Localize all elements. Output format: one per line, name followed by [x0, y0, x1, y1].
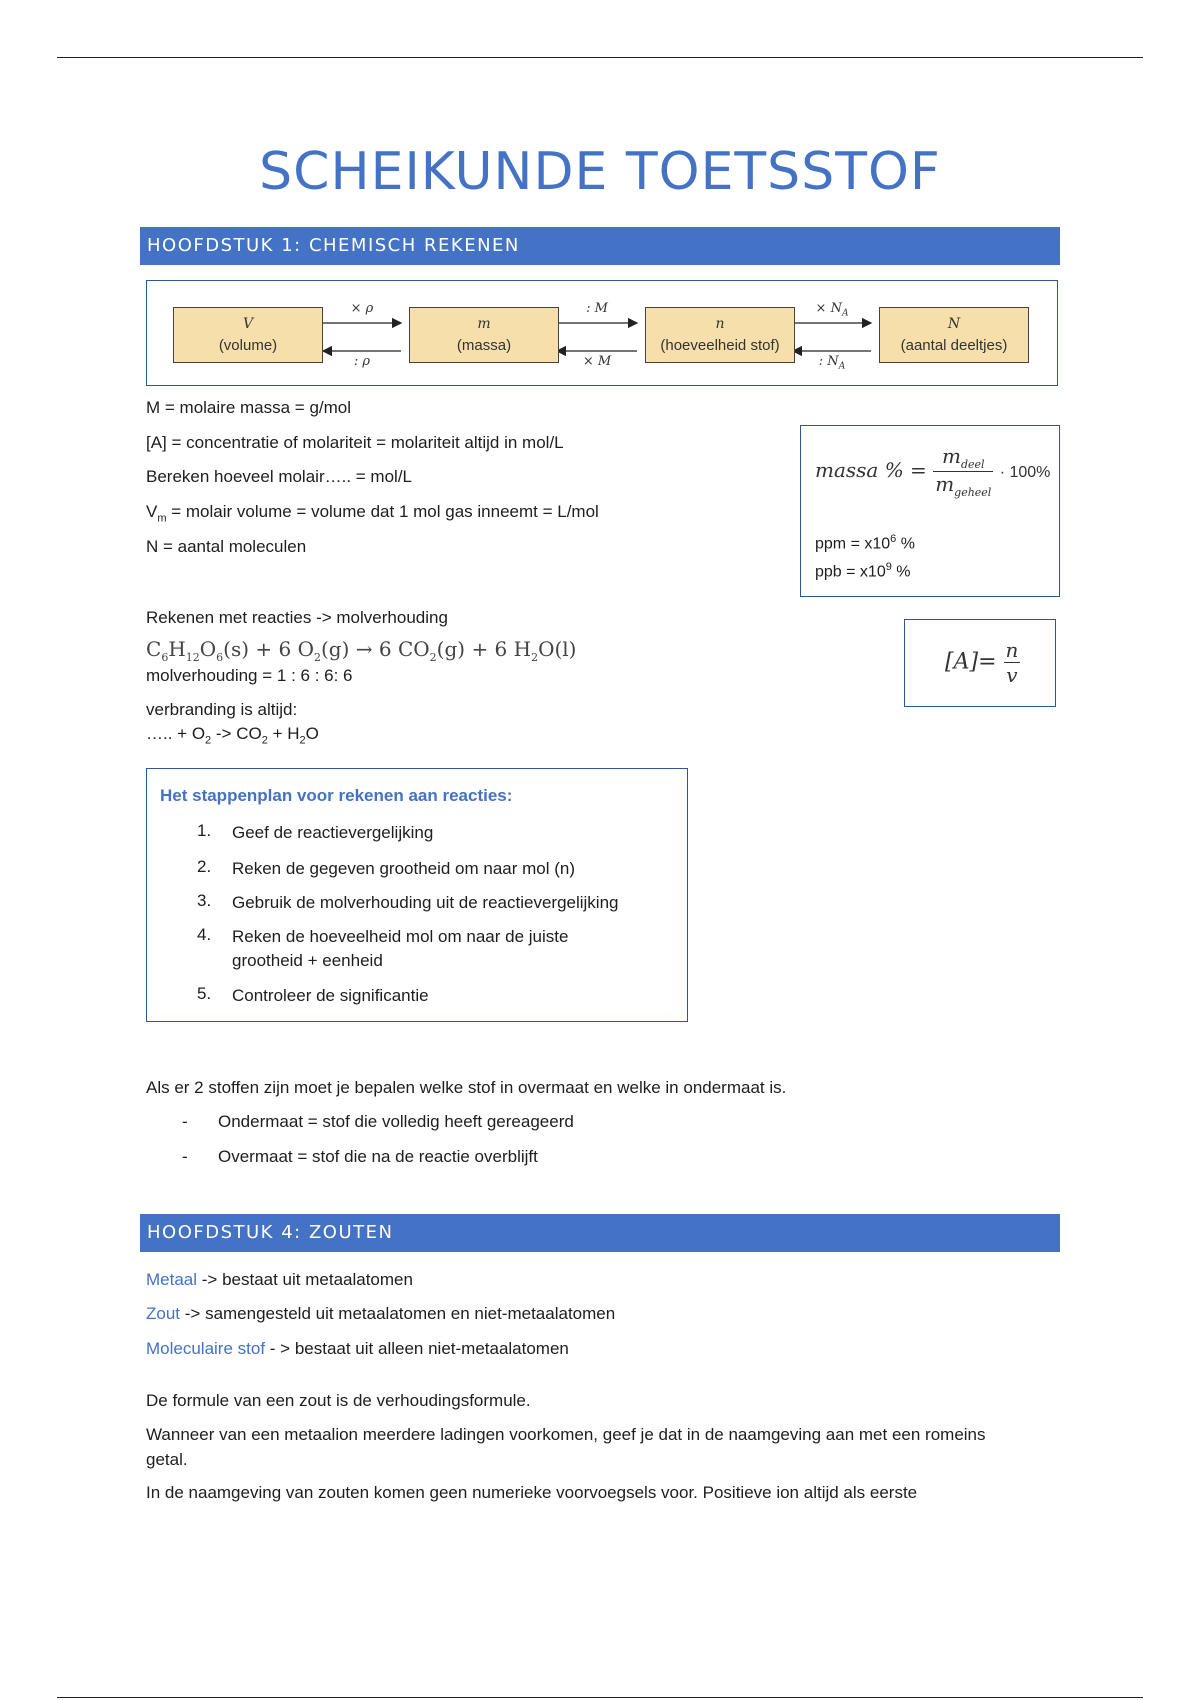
- concentration-formula-box: [904, 619, 1056, 707]
- label-div-rho: : ρ: [353, 354, 371, 369]
- label-times-rho: × ρ: [350, 301, 374, 316]
- box-deeltjes: [879, 307, 1029, 363]
- ppb-line: ppb = $x10^9$ %: [815, 561, 911, 581]
- step-text: Gebruik de molverhouding uit de reactievergelijking: [232, 893, 619, 912]
- paragraph: Wanneer van een metaalion meerdere ladingen voorkomen, geef je dat in de naamgeving aan met een romeins getal.: [146, 1425, 986, 1469]
- label-div-M: : M: [586, 301, 608, 316]
- box-volume-label: (volume): [218, 337, 278, 354]
- footer-rule: [57, 1697, 1143, 1698]
- page-title: SCHEIKUNDE TOETSSTOF: [259, 142, 941, 202]
- step-number: 3.: [197, 891, 212, 910]
- box-deeltjes-symbol: N: [947, 316, 961, 332]
- stappenplan-box: [146, 768, 688, 1022]
- combustion-equation: ….. + $O_2 -> CO_2 + H_2O$: [146, 724, 319, 747]
- step-number: 5.: [197, 984, 212, 1003]
- box-volume-symbol: V: [242, 316, 254, 332]
- box-deeltjes-label: (aantal deeltjes): [900, 337, 1008, 354]
- massa-formula-fraction: $\frac{m_{deel}}{m_{geheel}}$: [935, 444, 992, 499]
- box-hoeveelheid-label: (hoeveelheid stof): [660, 337, 780, 354]
- chapter-1-heading: HOOFDSTUK 1: CHEMISCH REKENEN: [140, 227, 1060, 265]
- combustion-intro: verbranding is altijd:: [146, 700, 298, 719]
- box-massa-symbol: m: [477, 316, 491, 332]
- step-number: 1.: [197, 821, 212, 840]
- step-text: Geef de reactievergelijking: [232, 823, 434, 842]
- molverhouding-line: molverhouding = 1 : 6 : 6: 6: [146, 666, 353, 685]
- step-text: Reken de gegeven grootheid om naar mol (n): [232, 859, 576, 878]
- bullet-overmaat: Overmaat = stof die na de reactie overblijft: [218, 1147, 538, 1166]
- massa-formula-lhs: massa % =: [815, 458, 927, 482]
- stappenplan-title: Het stappenplan voor rekenen aan reacties:: [160, 786, 513, 805]
- header-rule: [57, 57, 1143, 58]
- box-hoeveelheid-symbol: n: [715, 316, 725, 332]
- step-text: Reken de hoeveelheid mol om naar de juiste grootheid + eenheid: [232, 927, 569, 970]
- term-moleculaire-stof: Moleculaire stof - > bestaat uit alleen niet-metaalatomen: [146, 1339, 569, 1358]
- massa-formula: [815, 444, 1050, 499]
- bullet-dash: -: [182, 1112, 188, 1131]
- box-massa-label: (massa): [456, 337, 512, 354]
- bullet-ondermaat: Ondermaat = stof die volledig heeft gereageerd: [218, 1112, 574, 1131]
- def-concentratie: [A] = concentratie of molariteit = molariteit altijd in mol/L: [146, 433, 564, 452]
- def-molaire-massa: M = molaire massa = g/mol: [146, 398, 352, 417]
- label-times-M: × M: [582, 354, 612, 369]
- step-text: Controleer de significantie: [232, 986, 429, 1005]
- ppm-line: ppm = $x10^6$ %: [815, 533, 915, 553]
- step-number: 2.: [197, 857, 212, 876]
- step-number: 4.: [197, 925, 212, 944]
- def-bereken-molair: Bereken hoeveel molair….. = mol/L: [146, 467, 412, 486]
- concentration-formula: [A]= $\frac{n}{v}$: [945, 638, 1019, 687]
- def-molair-volume: $V_m$ = molair volume = volume dat 1 mol gas inneemt = L/mol: [146, 502, 599, 525]
- reaction-equation: $C_6H_{12}O_6(s) + 6$ $O_2(g) \to 6$ $CO_2(g) + 6$ $H_2O(l)$: [146, 637, 577, 664]
- overmaat-intro: Als er 2 stoffen zijn moet je bepalen welke stof in overmaat en welke in ondermaat is.: [146, 1078, 787, 1097]
- label-div-NA: : $N_A$: [818, 354, 846, 372]
- conversion-diagram: [146, 280, 1058, 386]
- box-hoeveelheid: [645, 307, 795, 363]
- massa-percentage-box: [800, 425, 1060, 597]
- term-zout: Zout -> samengesteld uit metaalatomen en niet-metaalatomen: [146, 1304, 616, 1323]
- term-metaal: Metaal -> bestaat uit metaalatomen: [146, 1270, 413, 1289]
- massa-formula-rhs: · 100%: [999, 464, 1051, 481]
- box-massa: [409, 307, 559, 363]
- paragraph: De formule van een zout is de verhoudingsformule.: [146, 1391, 531, 1410]
- paragraph: In de naamgeving van zouten komen geen numerieke voorvoegsels voor. Positieve ion altijd als eerste: [146, 1483, 918, 1502]
- label-times-NA: × $N_A$: [815, 301, 849, 319]
- def-aantal-moleculen: N = aantal moleculen: [146, 537, 307, 556]
- chapter-4-heading: HOOFDSTUK 4: ZOUTEN: [140, 1214, 1060, 1252]
- box-volume: [173, 307, 323, 363]
- bullet-dash: -: [182, 1147, 188, 1166]
- reactions-intro: Rekenen met reacties -> molverhouding: [146, 608, 448, 627]
